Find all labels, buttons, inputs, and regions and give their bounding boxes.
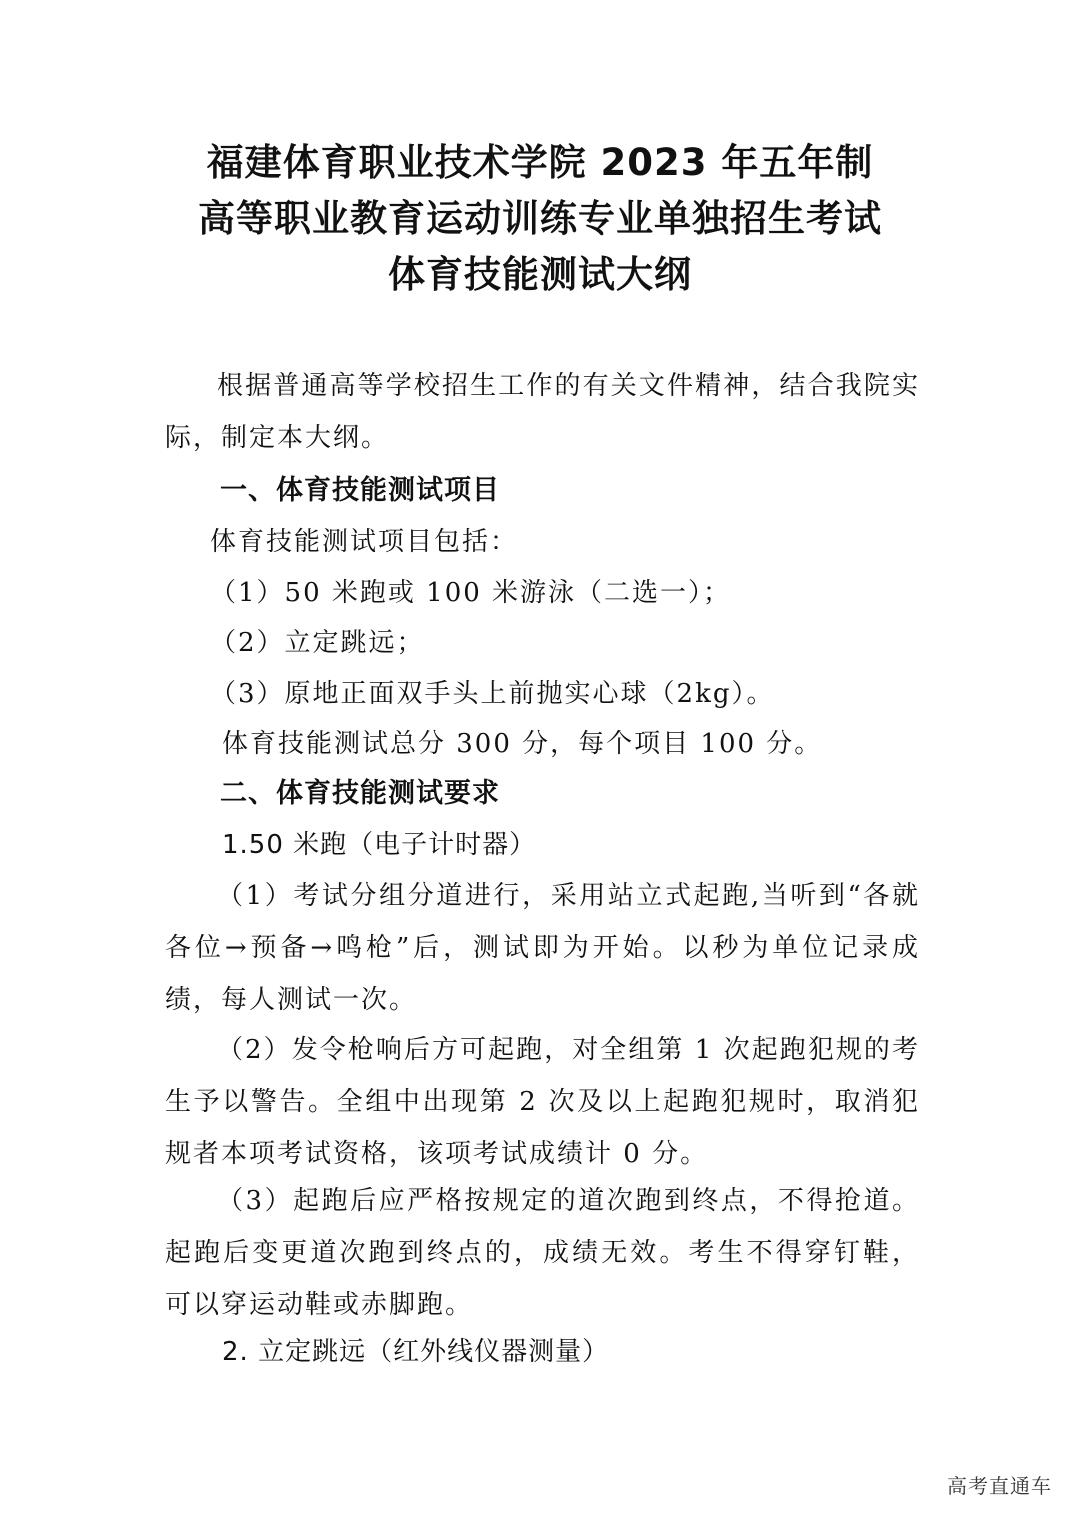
document-title-line-2: 高等职业教育运动训练专业单独招生考试 [198,197,882,240]
list-item-1: （1）50 米跑或 100 米游泳（二选一）； [210,578,732,608]
section-1-heading: 一、体育技能测试项目 [220,475,500,506]
list-item-2: （2）立定跳远； [210,628,425,658]
watermark: 高考直通车 [947,1474,1052,1498]
intro-paragraph: 根据普通高等学校招生工作的有关文件精神，结合我院实际，制定本大纲。 [165,371,920,453]
rule-paragraph-1: （1）考试分组分道进行，采用站立式起跑,当听到“各就各位→预备→鸣枪”后，测试即为开始。以秒为单位记录成绩，每人测试一次。 [165,881,920,1015]
list-item-3: （3）原地正面双手头上前抛实心球（2kg）。 [210,679,775,709]
section-2-heading: 二、体育技能测试要求 [220,778,500,809]
document-title-line-3: 体育技能测试大纲 [388,253,692,296]
subsection-1-heading: 1.50 米跑（电子计时器） [222,830,537,860]
document-title-line-1: 福建体育职业技术学院 2023 年五年制 [206,141,874,184]
section-1-lead: 体育技能测试项目包括： [210,527,519,557]
score-total: 体育技能测试总分 300 分，每个项目 100 分。 [222,729,823,759]
rule-paragraph-3: （3）起跑后应严格按规定的道次跑到终点，不得抢道。起跑后变更道次跑到终点的，成绩无效。考生不得穿钉鞋，可以穿运动鞋或赤脚跑。 [165,1186,920,1320]
subsection-2-heading: 2. 立定跳远（红外线仪器测量） [222,1337,610,1367]
rule-paragraph-2: （2）发令枪响后方可起跑，对全组第 1 次起跑犯规的考生予以警告。全组中出现第 2 次及以上起跑犯规时，取消犯规者本项考试资格，该项考试成绩计 0 分。 [165,1035,920,1169]
